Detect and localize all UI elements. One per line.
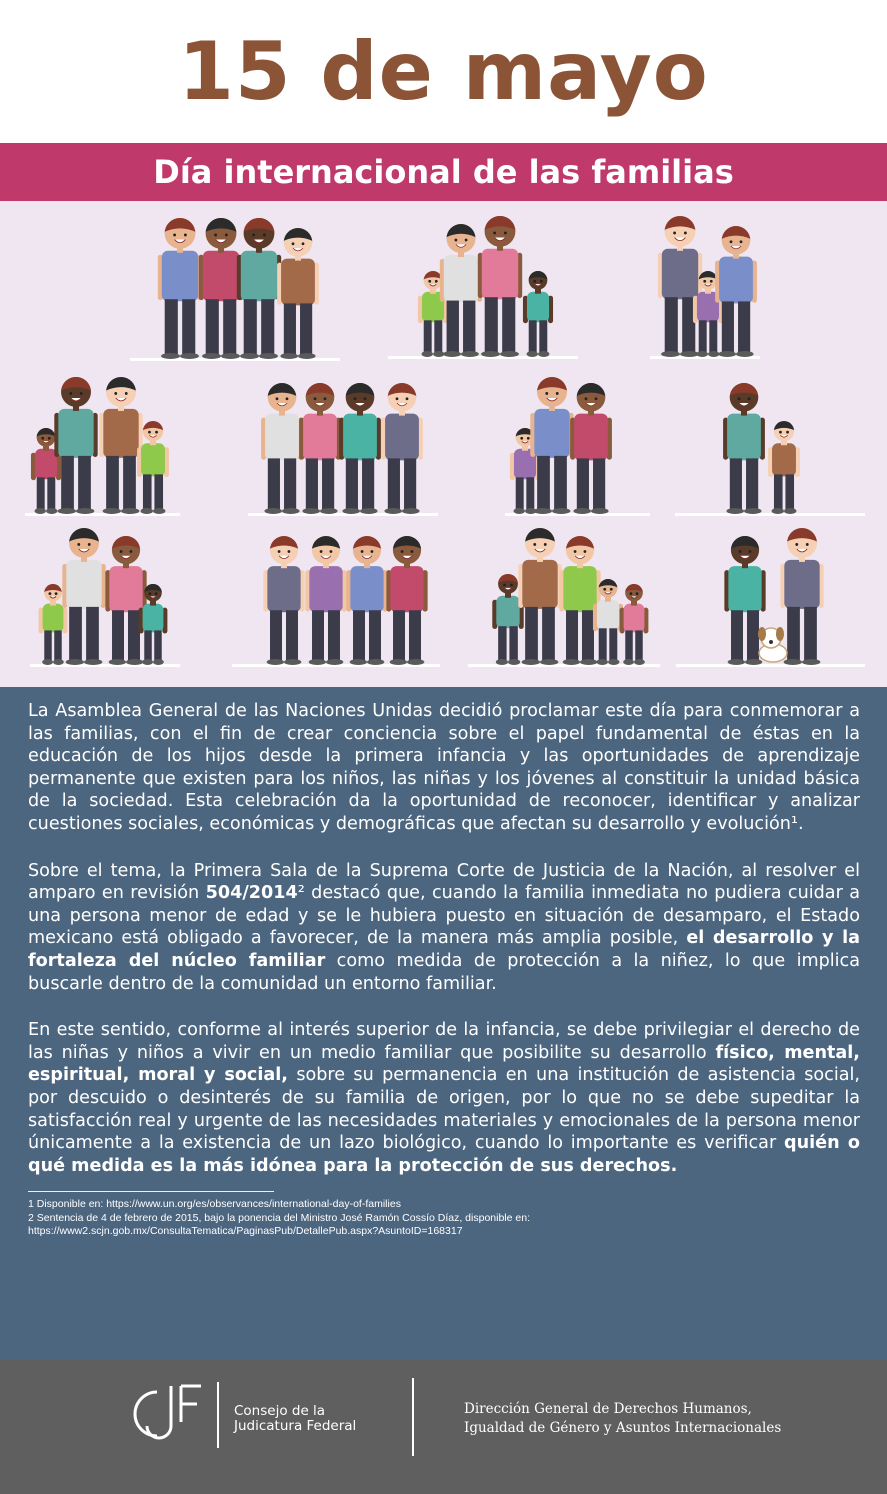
paragraph-2 [28, 860, 860, 996]
family-member-figure [381, 383, 423, 514]
p2-text-c: ² destacó que, cuando la familia inmediata no pudiera cuidar a una persona menor de edad y se le hubiera puesto en situación de desamparo, el Estado mexicano está obligado a favorecer, de la manera más amplia posible, [28, 883, 860, 949]
ground-line [388, 356, 578, 359]
family-member-figure [54, 377, 97, 514]
family-member-figure [715, 226, 757, 357]
org-name-line2: Judicatura Federal [234, 1418, 357, 1434]
family-member-figure [99, 377, 142, 514]
family-member-figure [780, 528, 823, 665]
family-member-figure [768, 421, 800, 514]
family-member-figure [440, 224, 482, 357]
footnote-2: 2 Sentencia de 4 de febrero de 2015, bajo la ponencia del Ministro José Ramón Cossío Díaz, disponible en: [28, 1211, 530, 1224]
family-member-figure [237, 218, 281, 359]
p3-bold-closing: quién o qué medida es la más idónea para la protección de sus derechos. [28, 1133, 860, 1176]
family-member-figure [261, 383, 303, 514]
family-member-figure [386, 536, 427, 665]
subtitle-band [0, 143, 887, 201]
p3-bold-list: físico, mental, espiritual, moral y social, [28, 1042, 860, 1086]
family-member-figure [263, 536, 304, 665]
p3-text-a: En este sentido, conforme al interés superior de la infancia, se debe privilegiar el derecho de las niñas y niños a vivir en un medio familiar que posibilite su desarrollo [28, 1020, 860, 1063]
paragraph-1: La Asamblea General de las Naciones Unidas decidió proclamar este día para conmemorar a las familias, con el fin de crear conciencia sobre el papel fundamental de éstas en la educación de los hijos desde la primera infancia y las oportunidades de aprendizaje permanente que existen para los niños, las niñas y los jóvenes al constituir la unidad básica de la sociedad. Esta celebración da la oportunidad de reconocer, identificar y analizar cuestiones sociales, económicas y demográficas que afectan su desarrollo y evolución¹. [28, 701, 860, 834]
p2-text-a: Sobre el tema, la Primera Sala de la Suprema Corte de Justicia de la Nación, al resolver el amparo en revisión [28, 860, 860, 904]
family-member-figure [530, 377, 573, 514]
families-illustration [0, 201, 887, 687]
paragraph-3 [28, 1019, 860, 1177]
footer [0, 1360, 887, 1494]
family-member-figure [658, 216, 702, 357]
family-member-figure [339, 383, 381, 514]
family-member-figure [346, 536, 387, 665]
family-member-figure [724, 536, 765, 665]
org-name-line1: Consejo de la [234, 1403, 326, 1419]
footnote-3: https://www2.scjn.gob.mx/ConsultaTematica/PaginasPub/DetallePub.aspx?AsuntoID=168317 [28, 1225, 463, 1238]
family-member-figure [478, 216, 522, 357]
page-subtitle: Día internacional de las familias [153, 153, 734, 191]
family-member-figure [620, 584, 649, 665]
directorate-line2: Igualdad de Género y Asuntos Internacionales [464, 1420, 782, 1436]
page-title: 15 de mayo [178, 24, 709, 118]
family-member-figure [299, 383, 341, 514]
cjf-logo [127, 1382, 207, 1446]
families-illustration-svg [0, 201, 887, 687]
ground-line [675, 513, 865, 516]
directorate-name [464, 1400, 781, 1438]
footer-divider-1 [217, 1382, 219, 1448]
p3-text-c: sobre su permanencia en una institución de asistencia social, por descuido o desinterés de su familia de origen, por lo que no se debe supeditar la satisfacción real y urgente de las necesidades materiales y emocionales de la persona menor únicamente a la existencia de un lazo biológico, cuando lo importante es verificar [28, 1065, 860, 1154]
family-member-figure [559, 536, 600, 665]
footnote-1: 1 Disponible en: https://www.un.org/es/observances/international-day-of-families [28, 1198, 401, 1211]
body-text [0, 687, 887, 1360]
p2-text-e: como medida de protección a la niñez, lo que implica buscarle dentro de la comunidad un entorno familiar. [28, 950, 860, 994]
family-member-figure [62, 528, 105, 665]
family-member-figure [723, 383, 765, 514]
ground-line [676, 664, 865, 667]
family-member-figure [518, 528, 561, 665]
family-member-figure [199, 218, 243, 359]
directorate-line1: Dirección General de Derechos Humanos, [464, 1401, 752, 1417]
p2-bold-phrase: el desarrollo y la fortaleza del núcleo familiar [28, 928, 861, 971]
title-band [0, 0, 887, 143]
family-member-figure [158, 218, 202, 359]
org-name [234, 1404, 356, 1434]
family-member-figure [305, 536, 346, 665]
family-member-figure [277, 228, 319, 359]
family-member-figure [523, 271, 553, 357]
footnote-divider [28, 1191, 274, 1192]
dog-figure [758, 627, 787, 662]
family-member-figure [570, 383, 612, 514]
p2-bold-case: 504/2014 [205, 883, 298, 904]
footer-divider-2 [412, 1378, 414, 1456]
family-member-figure [105, 536, 146, 665]
